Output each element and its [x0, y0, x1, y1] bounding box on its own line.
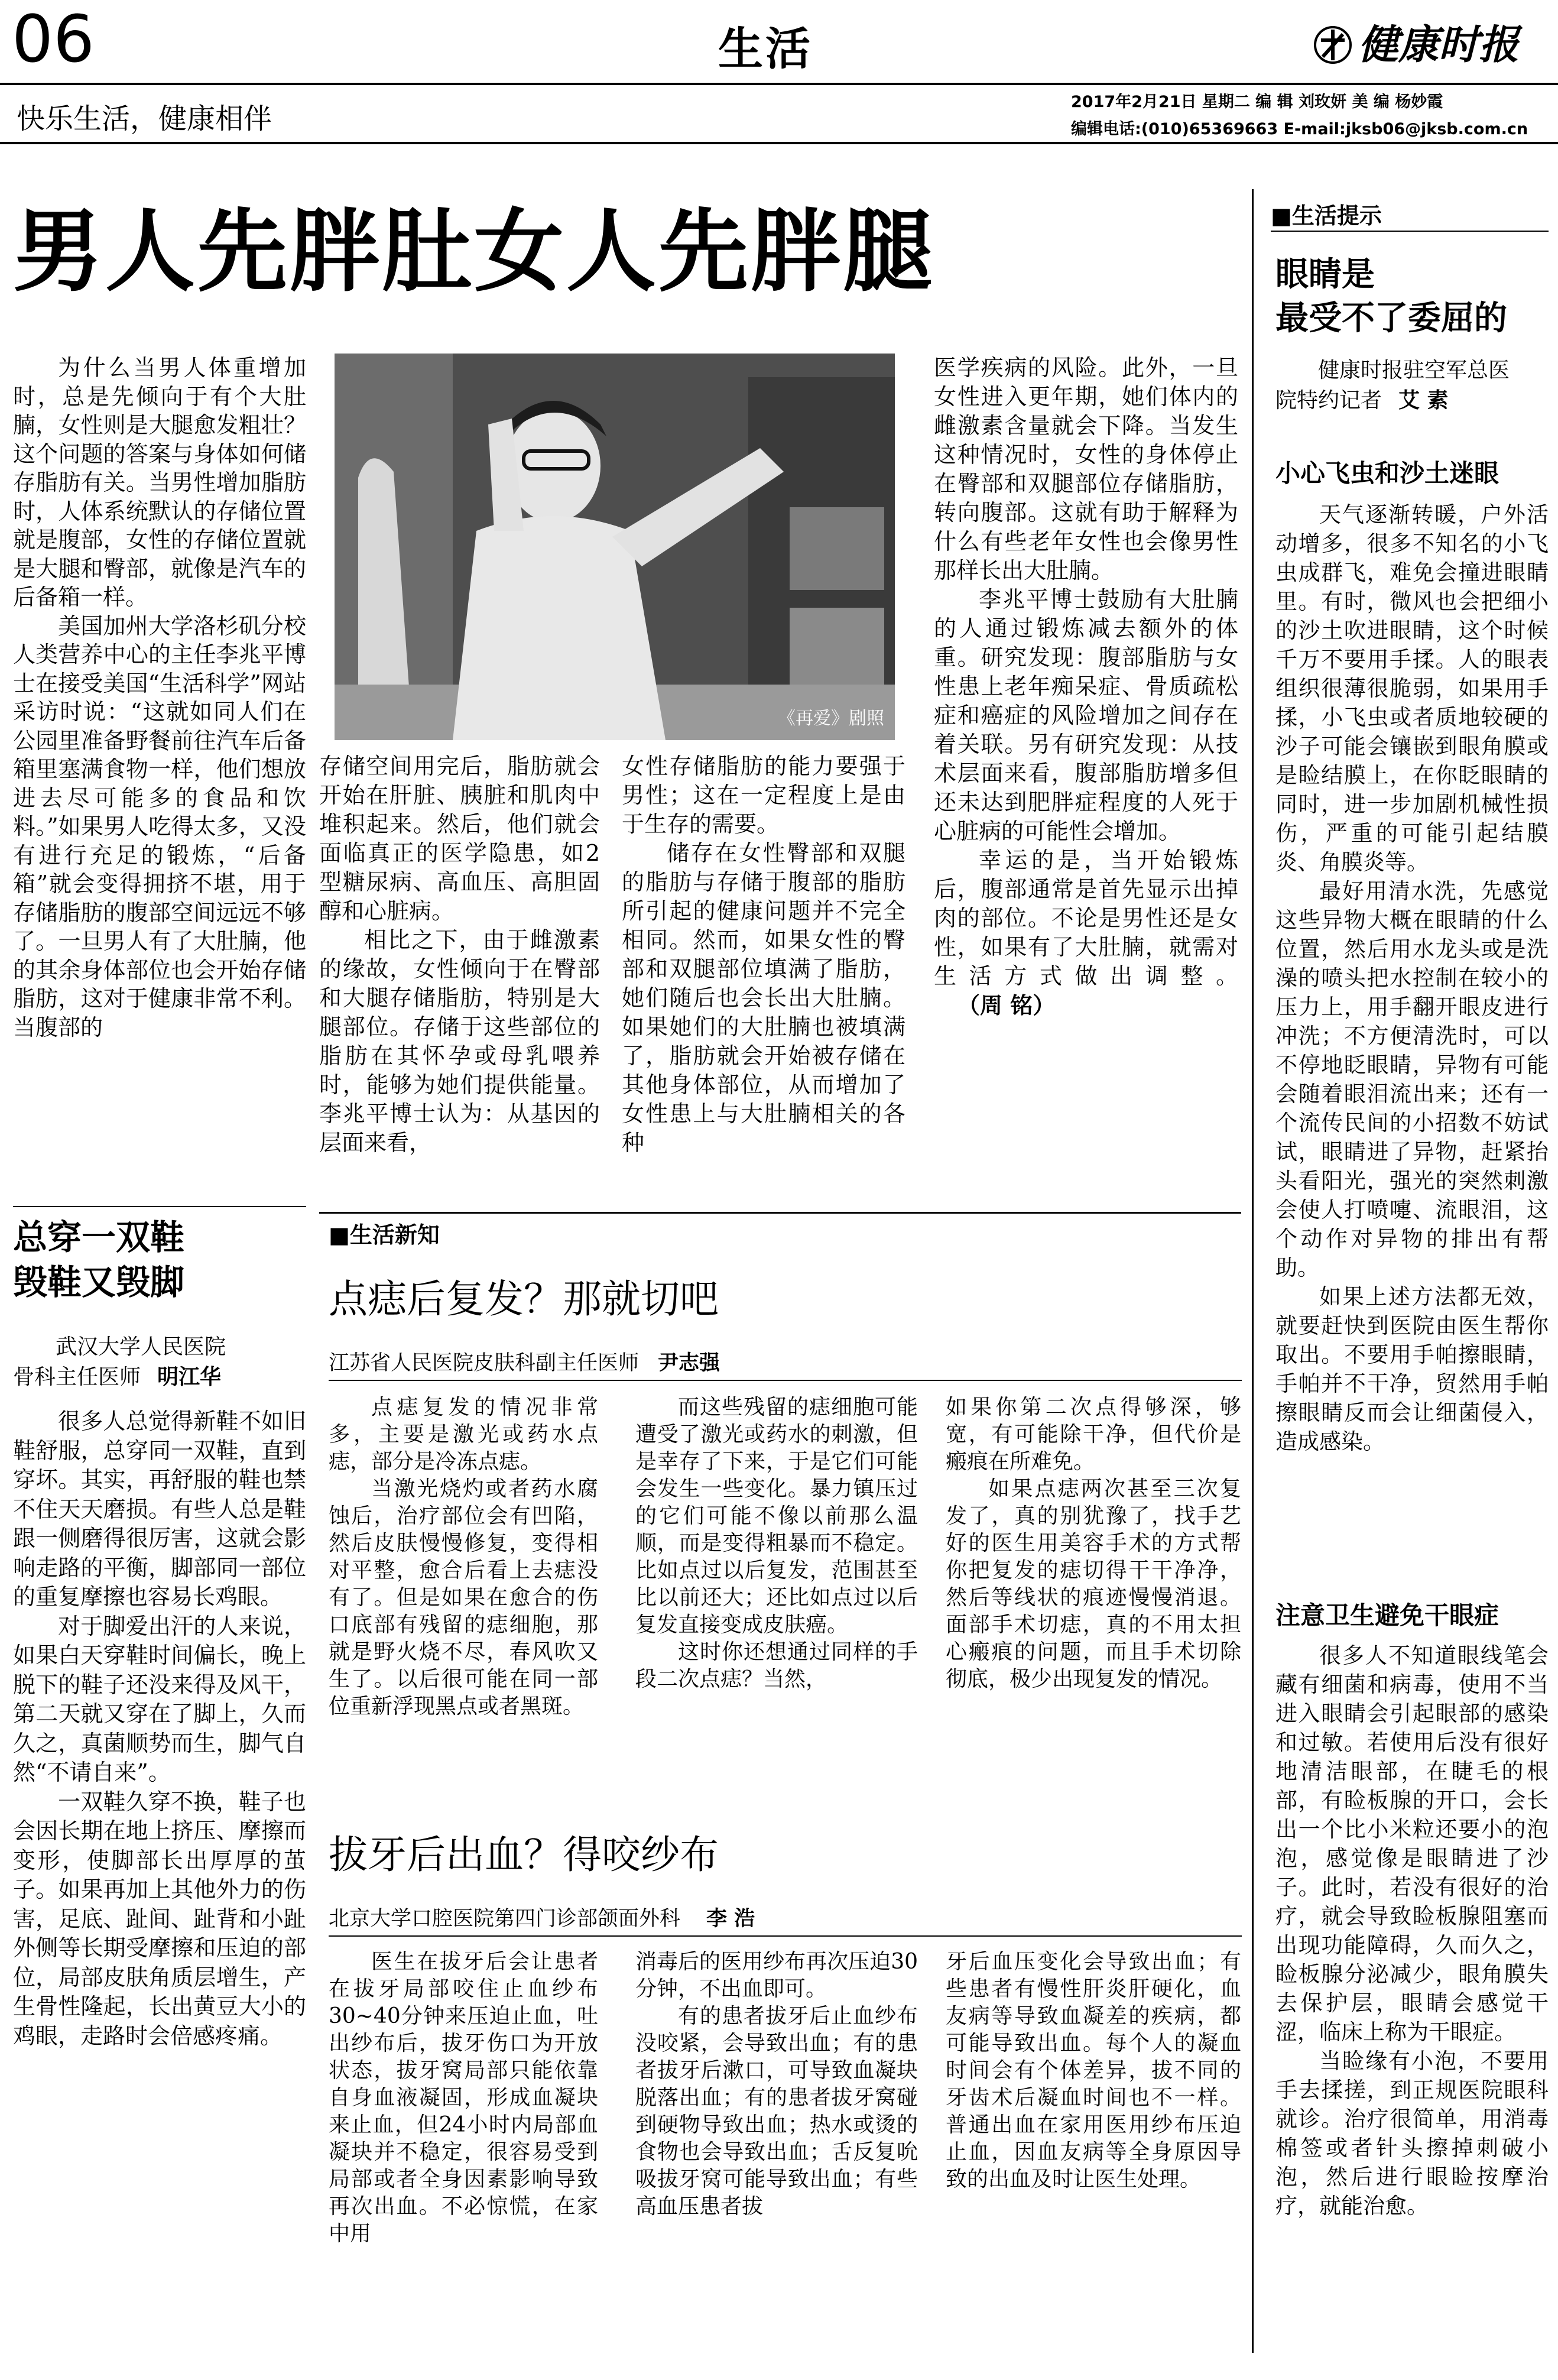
mole-byline-name: 尹志强: [658, 1351, 720, 1375]
sidebar-s2-p1: 很多人不知道眼线笔会藏有细菌和病毒，使用不当进入眼睛会引起眼部的感染和过敏。若使用后没有很好地清洁眼部，在睫毛的根部，有睑板腺的开口，会长出一个比小米粒还要小的泡泡，感觉像是眼睛进了沙子。此时，若没有很好的治疗，就会导致睑板腺阻塞而出现功能障碍，久而久之，睑板腺分泌减少，眼角膜失去保护层，眼睛会感觉干涩，临床上称为干眼症。: [1275, 1643, 1549, 2045]
tooth-c2-p1: 消毒后的医用纱布再次压迫30分钟，不出血即可。: [635, 1950, 918, 2001]
tooth-col-2: [635, 1948, 918, 2220]
main-headline: 男人先胖肚女人先胖腿: [13, 198, 935, 304]
mole-c3-p1: 如果你第二次点得够深，够宽，有可能除干净，但代价是瘢痕在所难免。: [946, 1395, 1241, 1474]
photo-caption: 《再爱》剧照: [778, 708, 884, 729]
sidebar-byline-2: [1275, 385, 1549, 416]
mole-col-3: [946, 1394, 1241, 1693]
tooth-byline-rule: [329, 1935, 1242, 1937]
sidebar-byline-title: 院特约记者: [1275, 388, 1382, 413]
article-signature: （周 铭）: [957, 992, 1056, 1019]
mole-col-1: [329, 1394, 598, 1720]
sidebar-divider: [1252, 189, 1254, 2353]
main-col4-p2: 李兆平博士鼓励有大肚腩的人通过锻炼减去额外的体重。研究发现：腹部脂肪与女性患上老年痴呆症、骨质疏松症和癌症的风险增加之间存在着关联。另有研究发现：从技术层面来看，腹部脂肪增多但还未达到肥胖症程度的人死于心脏病的可能性会增加。: [934, 586, 1238, 844]
sidebar-body-2: [1275, 1641, 1549, 2220]
logo-text: 健康时报: [1358, 21, 1520, 69]
shoe-title-1: 总穿一双鞋: [13, 1217, 185, 1257]
main-col1-p1: 为什么当男人体重增加时，总是先倾向于有个大肚腩，女性则是大腿愈发粗壮？这个问题的答案与身体如何储存脂肪有关。当男性增加脂肪时，人体系统默认的存储位置就是腹部，女性的存储位置就是大腿和臀部，就像是汽车的后备箱一样。: [13, 355, 306, 610]
mole-c1-p1: 点痣复发的情况非常多，主要是激光或药水点痣，部分是冷冻点痣。: [329, 1395, 598, 1474]
shoe-body: [13, 1407, 306, 2051]
tooth-byline: [329, 1902, 755, 1932]
tooth-title: 拔牙后出血？得咬纱布: [329, 1832, 719, 1878]
sidebar-s1-p3: 如果上述方法都无效，就要赶快到医院由医生帮你取出。不要用手帕擦眼睛，手帕并不干净，贸然用手帕擦眼睛反而会让细菌侵入，造成感染。: [1275, 1284, 1549, 1454]
tooth-c1-p1: 医生在拔牙后会让患者在拔牙局部咬住止血纱布30~40分钟来压迫止血，吐出纱布后，拔牙伤口为开放状态，拔牙窝局部只能依靠自身血液凝固，形成血凝块来止血，但24小时内局部血凝块并不稳定，很容易受到局部或者全身因素影响导致再次出血。不必惊慌，在家中用: [329, 1950, 598, 2246]
shoe-byline: [13, 1332, 306, 1392]
newspaper-logo: [1312, 22, 1549, 70]
mole-byline-rule: [329, 1380, 1242, 1381]
section-title: 生活: [718, 22, 813, 75]
tooth-byline-title: 北京大学口腔医院第四门诊部颌面外科: [329, 1907, 681, 1931]
shoe-byline-name: 明江华: [157, 1364, 222, 1389]
sidebar-sub1: 小心飞虫和沙土迷眼: [1275, 459, 1499, 488]
sidebar-section-label: ■生活提示: [1271, 202, 1382, 229]
sidebar-body-1: [1275, 500, 1549, 1456]
shoe-p1: 很多人总觉得新鞋不如旧鞋舒服，总穿同一双鞋，直到穿坏。其实，再舒服的鞋也禁不住天天磨损。有些人总是鞋跟一侧磨得很厉害，这就会影响走路的平衡，脚部同一部位的重复摩擦也容易长鸡眼。: [13, 1408, 306, 1610]
main-col4-p1: 医学疾病的风险。此外，一旦女性进入更年期，她们体内的雌激素含量就会下降。当发生这种情况时，女性的身体停止在臀部和双腿部位存储脂肪，转向腹部。这就有助于解释为什么有些老年女性也会像男性那样长出大肚腩。: [934, 355, 1238, 583]
header-slogan: 快乐生活，健康相伴: [17, 102, 272, 135]
mole-c2-p2: 这时你还想通过同样的手段二次点痣？当然，: [635, 1640, 918, 1691]
header-date-editors: 2017年2月21日 星期二 编 辑 刘玫妍 美 编 杨妙霞: [1071, 93, 1443, 111]
shoe-byline-1: 武汉大学人民医院: [56, 1335, 226, 1359]
main-col4-p3: [934, 846, 1238, 1020]
logo-mark-icon: [1312, 22, 1353, 67]
shoe-p2: 对于脚爱出汗的人来说，如果白天穿鞋时间偏长，晚上脱下的鞋子还没来得及风干，第二天就又穿在了脚上，久而久之，真菌顺势而生，脚气自然“不请自来”。: [13, 1613, 306, 1785]
sidebar-byline-1: 健康时报驻空军总医: [1318, 358, 1510, 382]
main-col3-p1: 女性存储脂肪的能力要强于男性；这在一定程度上是由于生存的需要。: [622, 753, 905, 837]
shoe-top-rule: [13, 1206, 306, 1207]
tooth-byline-name: 李 浩: [706, 1906, 755, 1931]
sidebar-byline-name: 艾 素: [1398, 388, 1449, 413]
tooth-col-1: [329, 1948, 598, 2248]
mole-c2-p1: 而这些残留的痣细胞可能遭受了激光或药水的刺激，但是幸存了下来，于是它们可能会发生一些变化。暴力镇压过的它们可能不像以前那么温顺，而是变得粗暴而不稳定。比如点过以后复发，范围甚至比以前还大；还比如点过以后复发直接变成皮肤癌。: [635, 1395, 918, 1637]
main-col-1: [13, 354, 306, 1042]
mole-c3-p2: 如果点痣两次甚至三次复发了，真的别犹豫了，找手艺好的医生用美容手术的方式帮你把复发的痣切得干干净净，然后等线状的痕迹慢慢消退。面部手术切痣，真的不用太担心瘢痕的问题，而且手术切除彻底，极少出现复发的情况。: [946, 1477, 1241, 1691]
header-contact: 编辑电话:(010)65369663 E-mail:jksb06@jksb.com.cn: [1071, 120, 1528, 138]
main-col2-p2: 相比之下，由于雌激素的缘故，女性倾向于在臀部和大腿存储脂肪，特别是大腿部位。存储于这些部位的脂肪在其怀孕或母乳喂养时，能够为她们提供能量。李兆平博士认为：从基因的层面来看，: [319, 927, 600, 1156]
main-col-4: [934, 354, 1238, 1020]
tooth-c2-p2: 有的患者拔牙后止血纱布没咬紧，会导致出血；有的患者拔牙后漱口，可导致血凝块脱落出血；有的患者拔牙窝碰到硬物导致出血；热水或烫的食物也会导致出血；舌反复吮吸拔牙窝可能导致出血；有些高血压患者拔: [635, 2004, 918, 2219]
sidebar-s1-p2: 最好用清水洗，先感觉这些异物大概在眼睛的什么位置，然后用水龙头或是洗澡的喷头把水控制在较小的压力上，用手翻开眼皮进行冲洗；不方便清洗时，可以不停地眨眼睛，异物有可能会随着眼泪流出来；还有一个流传民间的小招数不妨试试，眼睛进了异物，赶紧抬头看阳光，强光的突然刺激会使人打喷嚏、流眼泪，这个动作对异物的排出有帮助。: [1275, 878, 1549, 1280]
shoe-byline-2: [13, 1362, 306, 1392]
sidebar-s2-p2: 当睑缘有小泡，不要用手去揉搓，到正规医院眼科就诊。治疗很简单，用消毒棉签或者针头擦掉刺破小泡，然后进行眼睑按摩治疗，就能治愈。: [1275, 2048, 1549, 2219]
main-article-bottom-rule: [319, 1212, 1241, 1214]
mole-col-2: [635, 1394, 918, 1693]
mole-c1-p2: 当激光烧灼或者药水腐蚀后，治疗部位会有凹陷，然后皮肤慢慢修复，变得相对平整，愈合后看上去痣没有了。但是如果在愈合的伤口底部有残留的痣细胞，那就是野火烧不尽，春风吹又生了。以后很可能在同一部位重新浮现黑点或者黑斑。: [329, 1477, 598, 1718]
mole-byline: [329, 1347, 720, 1376]
mole-byline-title: 江苏省人民医院皮肤科副主任医师: [329, 1351, 640, 1375]
main-col2-p1: 存储空间用完后，脂肪就会开始在肝脏、胰脏和肌肉中堆积起来。然后，他们就会面临真正的医学隐患，如2型糖尿病、高血压、高胆固醇和心脏病。: [319, 753, 600, 924]
sidebar-byline: [1275, 356, 1549, 416]
main-col3-p2: 储存在女性臀部和双腿的脂肪与存储于腹部的脂肪所引起的健康问题并不完全相同。然而，如果女性的臀部和双腿部位填满了脂肪，她们随后也会长出大肚腩。如果她们的大肚腩也被填满了，脂肪就会开始被存储在其他身体部位，从而增加了女性患上与大肚腩相关的各种: [622, 840, 905, 1156]
article-photo: [335, 354, 895, 740]
main-col-2: [319, 752, 600, 1157]
shoe-byline-title: 骨科主任医师: [13, 1365, 141, 1389]
sidebar-sub2: 注意卫生避免干眼症: [1275, 1601, 1499, 1630]
header-rule-bottom: [0, 142, 1558, 144]
main-col1-p2: 美国加州大学洛杉矶分校人类营养中心的主任李兆平博士在接受美国“生活科学”网站采访时说：“这就如同人们在公园里准备野餐前往汽车后备箱里塞满食物一样，他们想放进去尽可能多的食品和饮料。”如果男人吃得太多，又没有进行充足的锻炼，“后备箱”就会变得拥挤不堪，用于存储脂肪的腹部空间远远不够了。一旦男人有了大肚腩，他的其余身体部位也会开始存储脂肪，这对于健康非常不利。当腹部的: [13, 612, 306, 1040]
sidebar-s1-p1: 天气逐渐转暖，户外活动增多，很多不知名的小飞虫成群飞，难免会撞进眼睛里。有时，微风也会把细小的沙土吹进眼睛，这个时候千万不要用手揉。人的眼表组织很薄很脆弱，如果用手揉，小飞虫或者质地较硬的沙子可能会镶嵌到眼角膜或是睑结膜上，在你眨眼睛的同时，进一步加剧机械性损伤，严重的可能引起结膜炎、角膜炎等。: [1275, 502, 1549, 875]
page-number: 06: [12, 1, 95, 77]
tooth-c3-p1: 牙后血压变化会导致出血；有些患者有慢性肝炎肝硬化，血友病等导致血凝差的疾病，都可能导致出血。每个人的凝血时间会有个体差异，拔不同的牙齿术后凝血时间也不一样。普通出血在家用医用纱布压迫止血，因血友病等全身原因导致的出血及时让医生处理。: [946, 1950, 1241, 2191]
sidebar-title-2: 最受不了委屈的: [1275, 299, 1507, 338]
mole-title: 点痣后复发？那就切吧: [329, 1276, 719, 1322]
photo-illustration: [335, 354, 895, 740]
header-rule-thick: [0, 83, 1558, 85]
main-col4-p3-text: 幸运的是，当开始锻炼后，腹部通常是首先显示出掉肉的部位。不论是男性还是女性，如果有了大肚腩，就需对生活方式做出调整。: [934, 847, 1238, 989]
tooth-col-3: [946, 1948, 1241, 2193]
sidebar-title-1: 眼睛是: [1275, 255, 1375, 294]
life-knowledge-label: ■生活新知: [329, 1221, 440, 1248]
shoe-title-2: 毁鞋又毁脚: [13, 1262, 185, 1302]
sidebar-label-rule: [1271, 231, 1549, 232]
shoe-p3: 一双鞋久穿不换，鞋子也会因长期在地上挤压、摩擦而变形，使脚部长出厚厚的茧子。如果再加上其他外力的伤害，足底、趾间、趾背和小趾外侧等长期受摩擦和压迫的部位，局部皮肤角质层增生，产生骨性隆起，长出黄豆大小的鸡眼，走路时会倍感疼痛。: [13, 1788, 306, 2049]
main-col-3: [622, 752, 905, 1157]
